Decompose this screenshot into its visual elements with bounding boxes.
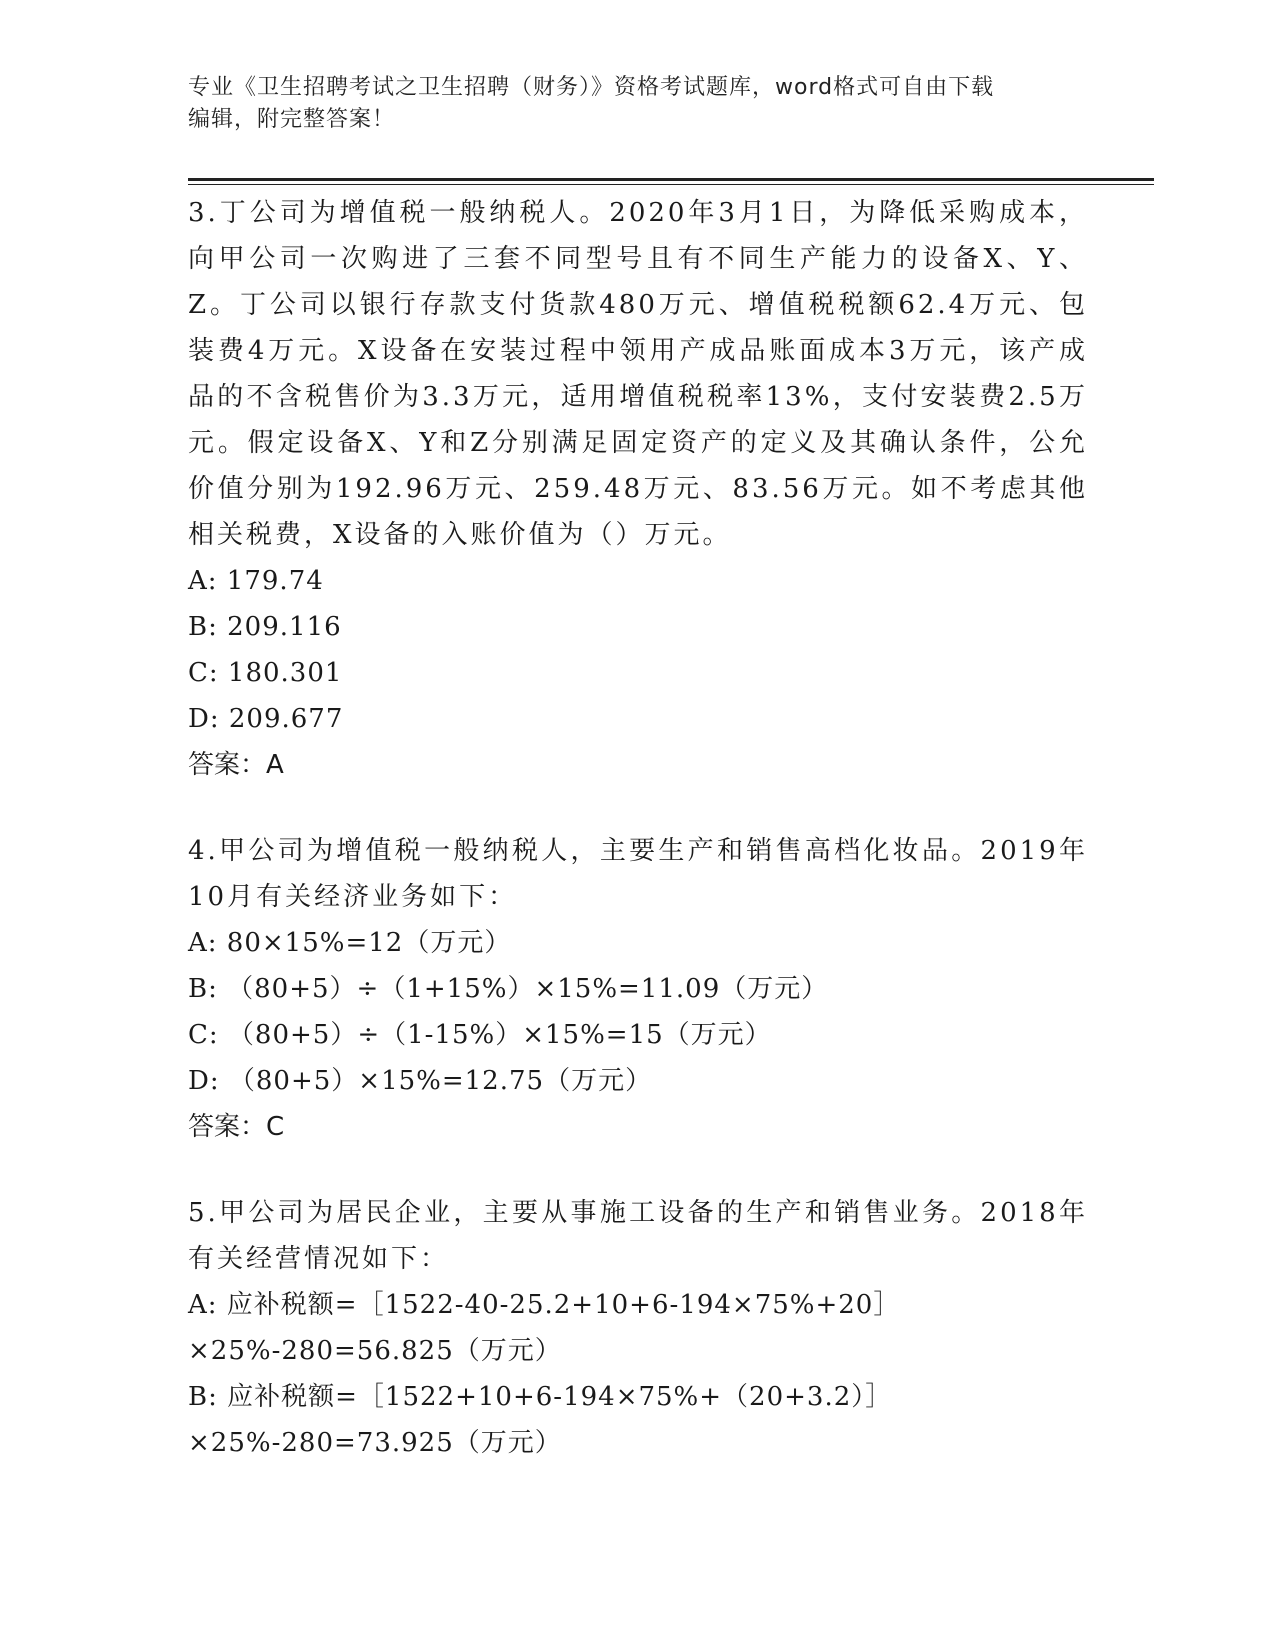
question-stem: 4.甲公司为增值税一般纳税人，主要生产和销售高档化妆品。2019年10月有关经济业务如下： [188, 836, 1088, 912]
header-line-2: 编辑，附完整答案！ [188, 107, 396, 132]
option-a: A: 80×15%=12（万元） [188, 928, 512, 958]
question-5 [188, 1190, 1088, 1466]
header-divider-thick [188, 178, 1154, 181]
option-a: A: 应补税额=［1522-40-25.2+10+6-194×75%+20］×25%-280=56.825（万元） [188, 1290, 901, 1366]
question-stem: 3.丁公司为增值税一般纳税人。2020年3月1日，为降低采购成本，向甲公司一次购进了三套不同型号且有不同生产能力的设备X、Y、Z。丁公司以银行存款支付货款480万元、增值税税额62.4万元、包装费4万元。X设备在安装过程中领用产成品账面成本3万元，该产成品的不含税售价为3.3万元，适用增值税税率13%，支付安装费2.5万元。假定设备X、Y和Z分别满足固定资产的定义及其确认条件，公允价值分别为192.96万元、259.48万元、83.56万元。如不考虑其他相关税费，X设备的入账价值为（）万元。 [188, 198, 1088, 550]
option-c: C: 180.301 [188, 658, 343, 688]
option-b: B: 应补税额=［1522+10+6-194×75%+（20+3.2）］×25%-280=73.925（万元） [188, 1382, 893, 1458]
answer: 答案：A [188, 750, 284, 780]
option-c: C: （80+5）÷（1-15%）×15%=15（万元） [188, 1020, 772, 1050]
header-line-1: 专业《卫生招聘考试之卫生招聘（财务）》资格考试题库，word格式可自由下载 [188, 75, 995, 100]
question-stem: 5.甲公司为居民企业，主要从事施工设备的生产和销售业务。2018年有关经营情况如下： [188, 1198, 1088, 1274]
question-list [188, 190, 1088, 1506]
question-3 [188, 190, 1088, 788]
answer: 答案：C [188, 1112, 285, 1142]
question-4 [188, 828, 1088, 1150]
option-b: B: 209.116 [188, 612, 342, 642]
option-a: A: 179.74 [188, 566, 324, 596]
option-b: B: （80+5）÷（1+15%）×15%=11.09（万元） [188, 974, 829, 1004]
header-divider-thin [188, 184, 1154, 185]
document-header [188, 72, 1068, 136]
option-d: D: （80+5）×15%=12.75（万元） [188, 1066, 653, 1096]
option-d: D: 209.677 [188, 704, 344, 734]
